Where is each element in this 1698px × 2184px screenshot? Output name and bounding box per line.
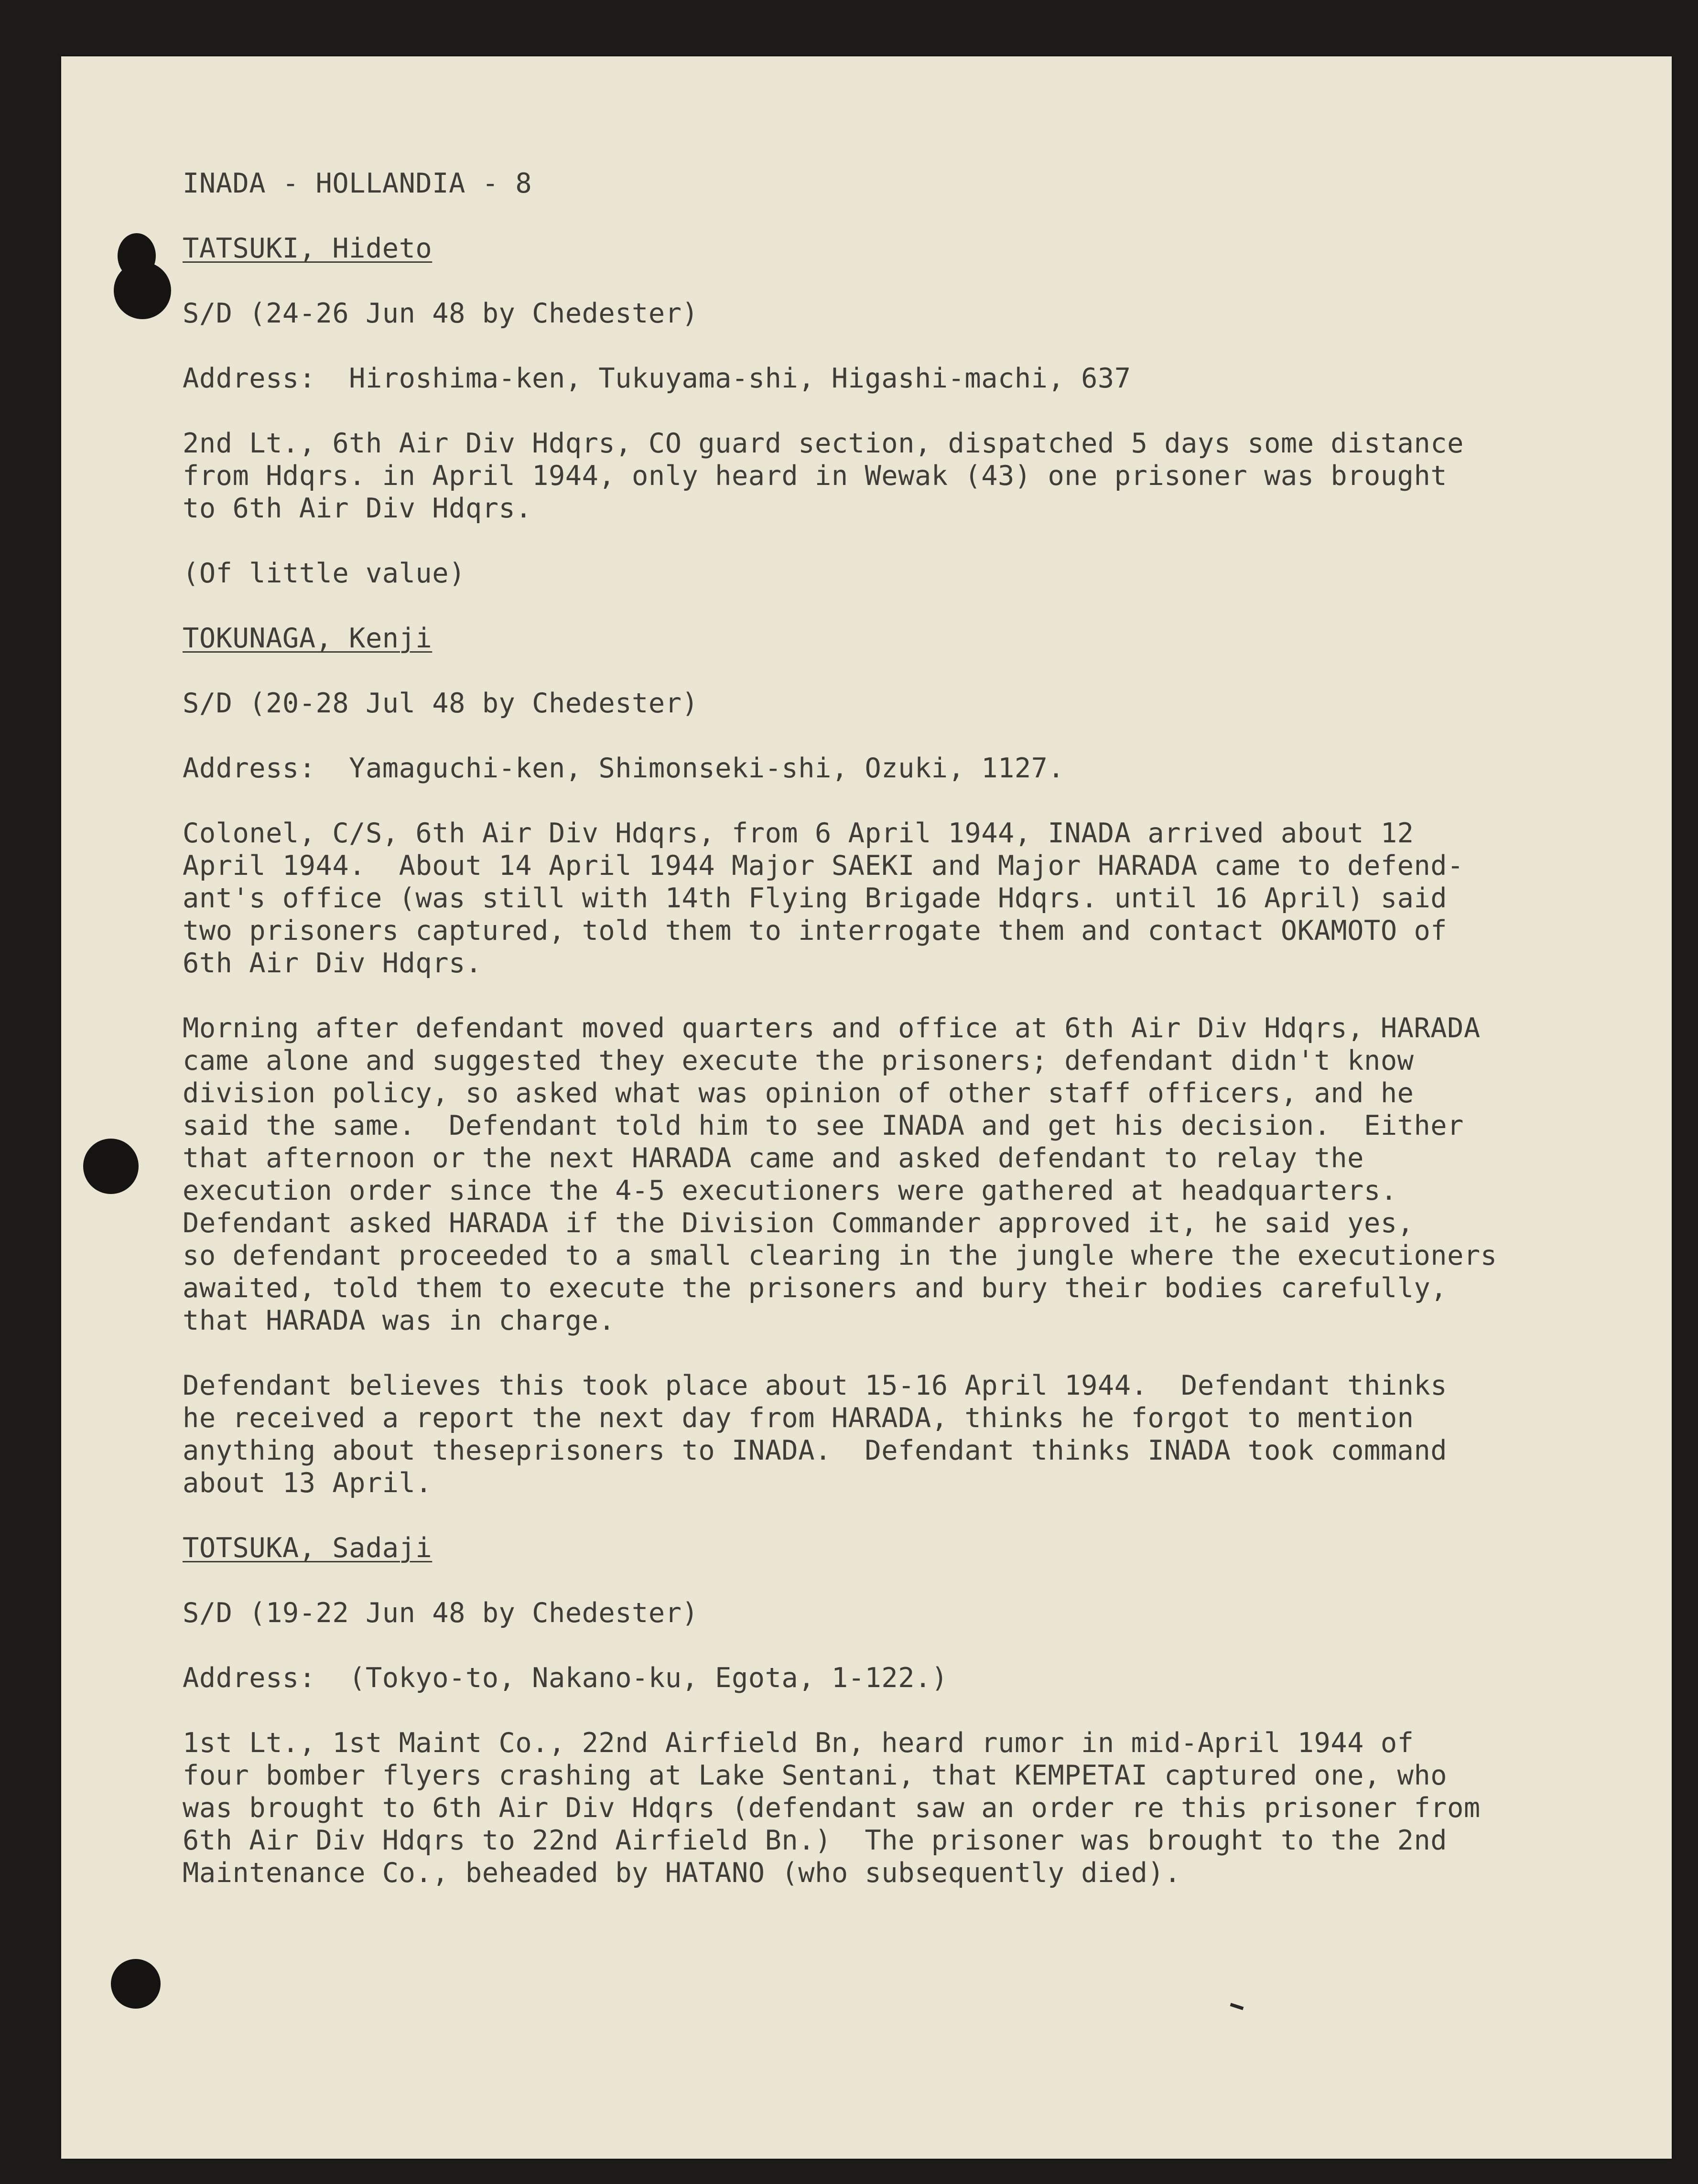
paragraph-line: he received a report the next day from HARADA, thinks he forgot to mention <box>183 1402 1414 1434</box>
address-line: Address: (Tokyo-to, Nakano-ku, Egota, 1-122.) <box>183 1662 948 1694</box>
paragraph <box>183 1727 1568 1889</box>
paragraph-line: April 1944. About 14 April 1944 Major SAEKI and Major HARADA came to defend- <box>183 850 1464 882</box>
paragraph-line: anything about theseprisoners to INADA. Defendant thinks INADA took command <box>183 1435 1448 1466</box>
header-text: INADA - HOLLANDIA - 8 <box>183 168 532 199</box>
paragraph-line: division policy, so asked what was opinion of other staff officers, and he <box>183 1077 1414 1109</box>
paragraph-line: from Hdqrs. in April 1944, only heard in Wewak (43) one prisoner was brought <box>183 460 1448 492</box>
entry-address <box>183 362 1568 395</box>
ink-mark <box>1230 2003 1244 2010</box>
paragraph-line: said the same. Defendant told him to see INADA and get his decision. Either <box>183 1110 1464 1141</box>
paragraph-line: 6th Air Div Hdqrs. <box>183 947 482 979</box>
paragraph-line: so defendant proceeded to a small clearing in the jungle where the executioners <box>183 1240 1497 1271</box>
paragraph <box>183 1012 1568 1337</box>
entry-sd <box>183 1597 1568 1629</box>
paragraph <box>183 427 1568 525</box>
paragraph-line: awaited, told them to execute the prisoners and bury their bodies carefully, <box>183 1272 1448 1304</box>
paragraph <box>183 1369 1568 1499</box>
punch-hole-middle <box>83 1139 139 1194</box>
paragraph-line: came alone and suggested they execute the prisoners; defendant didn't know <box>183 1045 1414 1076</box>
statement-date: S/D (24-26 Jun 48 by Chedester) <box>183 298 699 329</box>
paragraph-line: two prisoners captured, told them to interrogate them and contact OKAMOTO of <box>183 915 1448 947</box>
paragraph-line: 2nd Lt., 6th Air Div Hdqrs, CO guard section, dispatched 5 days some distance <box>183 428 1464 459</box>
paragraph-line: four bomber flyers crashing at Lake Sentani, that KEMPETAI captured one, who <box>183 1760 1448 1791</box>
paragraph <box>183 557 1568 590</box>
punch-hole-bottom <box>111 1959 161 2009</box>
paragraph-line: that afternoon or the next HARADA came and asked defendant to relay the <box>183 1142 1364 1174</box>
entry-sd <box>183 297 1568 330</box>
entry-sd <box>183 687 1568 720</box>
paragraph-line: was brought to 6th Air Div Hdqrs (defendant saw an order re this prisoner from <box>183 1792 1481 1824</box>
paragraph-line: 6th Air Div Hdqrs to 22nd Airfield Bn.) The prisoner was brought to the 2nd <box>183 1825 1448 1856</box>
punch-hole-top-notch <box>118 233 156 279</box>
page-header <box>183 167 1568 200</box>
paragraph-line: Colonel, C/S, 6th Air Div Hdqrs, from 6 April 1944, INADA arrived about 12 <box>183 818 1414 849</box>
entry-address <box>183 752 1568 785</box>
typed-text <box>183 167 1568 1922</box>
entry-name <box>183 1532 1568 1564</box>
statement-date: S/D (19-22 Jun 48 by Chedester) <box>183 1597 699 1629</box>
address-line: Address: Yamaguchi-ken, Shimonseki-shi, Ozuki, 1127. <box>183 753 1065 784</box>
paragraph-line: Defendant believes this took place about 15-16 April 1944. Defendant thinks <box>183 1370 1448 1401</box>
paragraph-line: that HARADA was in charge. <box>183 1305 616 1336</box>
entry-address <box>183 1662 1568 1694</box>
paragraph-line: about 13 April. <box>183 1467 433 1499</box>
paragraph-line: Maintenance Co., beheaded by HATANO (who subsequently died). <box>183 1857 1181 1889</box>
paragraph-line: (Of little value) <box>183 558 465 589</box>
paragraph-line: Morning after defendant moved quarters and office at 6th Air Div Hdqrs, HARADA <box>183 1012 1481 1044</box>
paragraph <box>183 817 1568 979</box>
address-line: Address: Hiroshima-ken, Tukuyama-shi, Higashi-machi, 637 <box>183 363 1131 394</box>
statement-date: S/D (20-28 Jul 48 by Chedester) <box>183 688 699 719</box>
entry-name <box>183 622 1568 655</box>
defendant-name: TOTSUKA, Sadaji <box>183 1532 433 1564</box>
paragraph-line: Defendant asked HARADA if the Division Commander approved it, he said yes, <box>183 1207 1414 1239</box>
paragraph-line: ant's office (was still with 14th Flying Brigade Hdqrs. until 16 April) said <box>183 882 1448 914</box>
paragraph-line: execution order since the 4-5 executioners were gathered at headquarters. <box>183 1175 1397 1206</box>
defendant-name: TATSUKI, Hideto <box>183 233 433 264</box>
paragraph-line: to 6th Air Div Hdqrs. <box>183 493 532 524</box>
paragraph-line: 1st Lt., 1st Maint Co., 22nd Airfield Bn, heard rumor in mid-April 1944 of <box>183 1727 1414 1759</box>
entry-name <box>183 232 1568 265</box>
defendant-name: TOKUNAGA, Kenji <box>183 623 433 654</box>
